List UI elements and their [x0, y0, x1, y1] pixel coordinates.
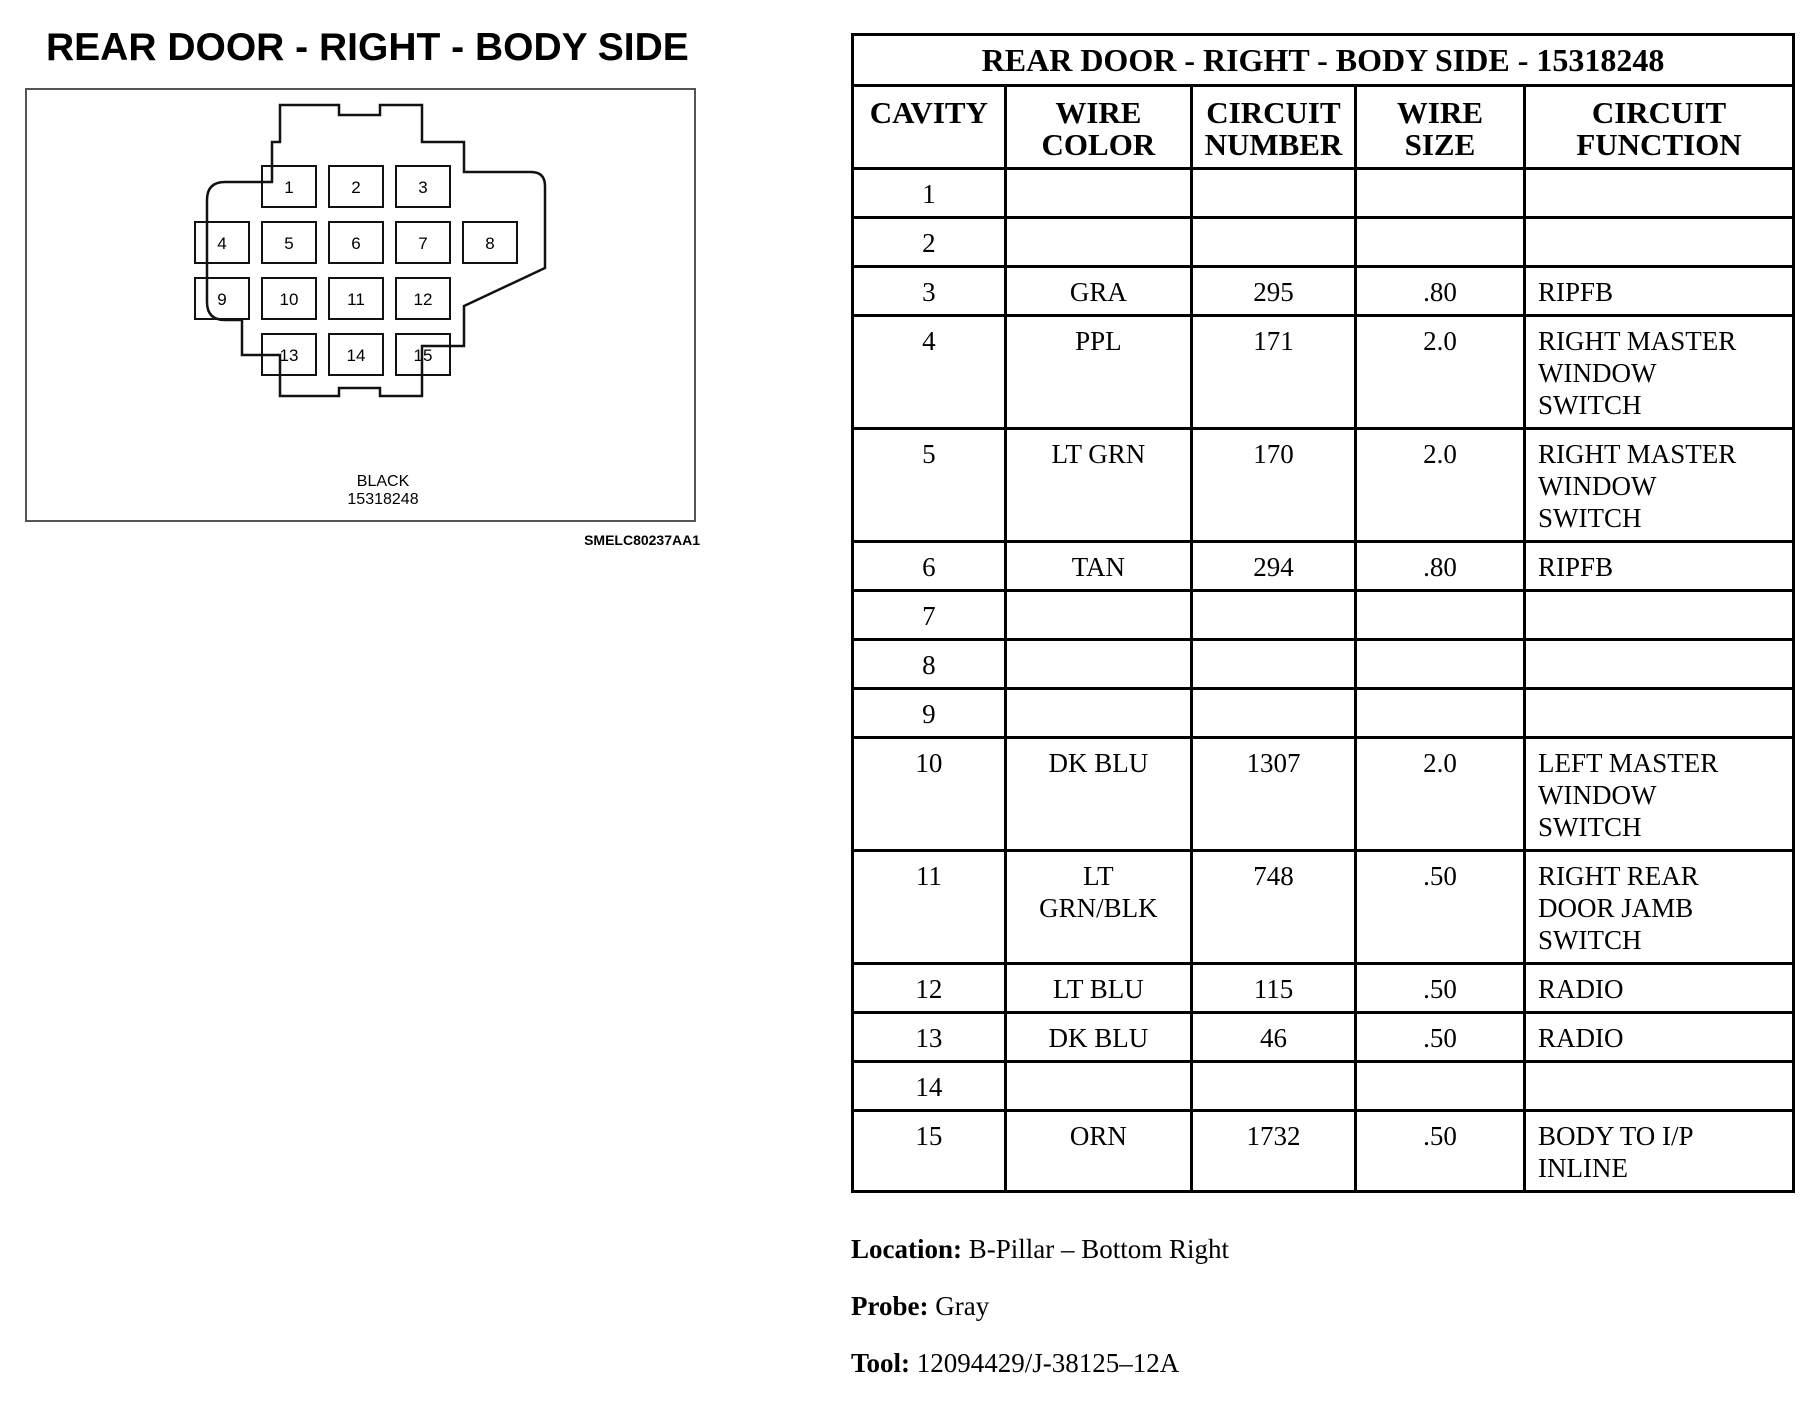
cell-color: DK BLU — [1005, 1013, 1191, 1062]
cell-color: TAN — [1005, 542, 1191, 591]
cell-circuit: 1732 — [1192, 1111, 1356, 1192]
cell-circuit — [1192, 218, 1356, 267]
cell-circuit: 115 — [1192, 964, 1356, 1013]
cell-function: LEFT MASTER WINDOW SWITCH — [1525, 738, 1794, 851]
cell-color: DK BLU — [1005, 738, 1191, 851]
cell-function: RIGHT MASTER WINDOW SWITCH — [1525, 429, 1794, 542]
cell-function: RIGHT MASTER WINDOW SWITCH — [1525, 316, 1794, 429]
cell-color: LT GRN/BLK — [1005, 851, 1191, 964]
cell-color: PPL — [1005, 316, 1191, 429]
cell-color — [1005, 640, 1191, 689]
cell-circuit: 294 — [1192, 542, 1356, 591]
table-row — [853, 169, 1794, 218]
cavity-group — [195, 166, 517, 375]
cell-size — [1355, 169, 1524, 218]
cell-size: .50 — [1355, 1013, 1524, 1062]
cavity-label: 14 — [346, 346, 366, 365]
cell-circuit — [1192, 689, 1356, 738]
tool-note — [851, 1348, 1179, 1379]
tool-value: 12094429/J-38125–12A — [916, 1348, 1180, 1378]
cell-color: LT BLU — [1005, 964, 1191, 1013]
cell-color: LT GRN — [1005, 429, 1191, 542]
cavity-label: 12 — [413, 290, 433, 309]
table-title: REAR DOOR - RIGHT - BODY SIDE - 15318248 — [853, 35, 1794, 86]
cell-circuit: 170 — [1192, 429, 1356, 542]
location-note — [851, 1234, 1229, 1265]
cell-function: RADIO — [1525, 1013, 1794, 1062]
cell-color — [1005, 169, 1191, 218]
cell-circuit — [1192, 640, 1356, 689]
cell-function — [1525, 218, 1794, 267]
cell-cavity: 9 — [853, 689, 1006, 738]
table-row — [853, 218, 1794, 267]
table-row — [853, 1111, 1794, 1192]
cell-function — [1525, 1062, 1794, 1111]
location-label: Location: — [851, 1234, 962, 1264]
cell-size: .50 — [1355, 851, 1524, 964]
pinout-table-wrap — [851, 33, 1795, 1193]
cell-circuit: 171 — [1192, 316, 1356, 429]
cell-cavity: 13 — [853, 1013, 1006, 1062]
cavity-label: 13 — [279, 346, 299, 365]
cavity-label: 10 — [279, 290, 299, 309]
cell-cavity: 14 — [853, 1062, 1006, 1111]
cavity-label: 11 — [347, 290, 365, 309]
cell-size — [1355, 689, 1524, 738]
table-row — [853, 316, 1794, 429]
pinout-table — [851, 33, 1795, 1193]
cell-circuit: 1307 — [1192, 738, 1356, 851]
cell-size: .80 — [1355, 267, 1524, 316]
cavity-label: 1 — [284, 178, 294, 197]
table-row — [853, 640, 1794, 689]
table-row — [853, 689, 1794, 738]
cell-size: 2.0 — [1355, 316, 1524, 429]
cavity-label: 8 — [485, 234, 495, 253]
cell-function — [1525, 169, 1794, 218]
table-row — [853, 964, 1794, 1013]
cavity-label: 2 — [351, 178, 361, 197]
cell-cavity: 10 — [853, 738, 1006, 851]
cell-size: 2.0 — [1355, 738, 1524, 851]
cell-size: .50 — [1355, 964, 1524, 1013]
cell-color — [1005, 218, 1191, 267]
probe-label: Probe: — [851, 1291, 929, 1321]
figure-id: SMELC80237AA1 — [584, 532, 700, 548]
table-row — [853, 429, 1794, 542]
connector-color-label: BLACK — [356, 473, 410, 490]
tool-label: Tool: — [851, 1348, 911, 1378]
cell-cavity: 8 — [853, 640, 1006, 689]
cavity-label: 4 — [217, 234, 227, 253]
cell-function: RIGHT REAR DOOR JAMB SWITCH — [1525, 851, 1794, 964]
cavity-label: 7 — [418, 234, 428, 253]
cell-cavity: 6 — [853, 542, 1006, 591]
table-row — [853, 267, 1794, 316]
cell-circuit: 46 — [1192, 1013, 1356, 1062]
cell-circuit — [1192, 1062, 1356, 1111]
cell-cavity: 3 — [853, 267, 1006, 316]
cell-cavity: 12 — [853, 964, 1006, 1013]
diagram-title: REAR DOOR - RIGHT - BODY SIDE — [46, 26, 689, 69]
cell-function — [1525, 591, 1794, 640]
cell-color — [1005, 1062, 1191, 1111]
probe-value: Gray — [935, 1291, 990, 1321]
cell-function: RADIO — [1525, 964, 1794, 1013]
cell-cavity: 15 — [853, 1111, 1006, 1192]
cell-color — [1005, 689, 1191, 738]
connector-part-label: 15318248 — [347, 491, 419, 508]
connector-outline — [27, 90, 698, 524]
cavity-label: 6 — [351, 234, 361, 253]
table-row — [853, 1013, 1794, 1062]
cell-size — [1355, 640, 1524, 689]
table-row — [853, 851, 1794, 964]
cell-function: RIPFB — [1525, 267, 1794, 316]
header-cavity: CAVITY — [853, 86, 1006, 169]
cell-cavity: 5 — [853, 429, 1006, 542]
table-row — [853, 738, 1794, 851]
table-row — [853, 1062, 1794, 1111]
table-row — [853, 591, 1794, 640]
header-circuit-number: CIRCUIT NUMBER — [1192, 86, 1356, 169]
header-wire-color: WIRE COLOR — [1005, 86, 1191, 169]
location-value: B-Pillar – Bottom Right — [968, 1234, 1230, 1264]
cell-circuit: 295 — [1192, 267, 1356, 316]
header-wire-size: WIRE SIZE — [1355, 86, 1524, 169]
cell-circuit: 748 — [1192, 851, 1356, 964]
header-circuit-function: CIRCUIT FUNCTION — [1525, 86, 1794, 169]
cell-function — [1525, 640, 1794, 689]
cell-cavity: 4 — [853, 316, 1006, 429]
cell-size — [1355, 1062, 1524, 1111]
cell-cavity: 2 — [853, 218, 1006, 267]
cavity-label: 15 — [413, 346, 433, 365]
cell-cavity: 7 — [853, 591, 1006, 640]
cell-function: RIPFB — [1525, 542, 1794, 591]
table-header-row — [853, 86, 1794, 169]
table-body — [853, 169, 1794, 1192]
cell-size: .80 — [1355, 542, 1524, 591]
cavity-label: 9 — [217, 290, 227, 309]
cell-size — [1355, 591, 1524, 640]
table-row — [853, 542, 1794, 591]
cell-color — [1005, 591, 1191, 640]
cavity-label: 5 — [284, 234, 294, 253]
cell-circuit — [1192, 169, 1356, 218]
cell-size — [1355, 218, 1524, 267]
probe-note — [851, 1291, 989, 1322]
cell-size: .50 — [1355, 1111, 1524, 1192]
cell-color: GRA — [1005, 267, 1191, 316]
cell-function: BODY TO I/P INLINE — [1525, 1111, 1794, 1192]
cell-cavity: 11 — [853, 851, 1006, 964]
cell-circuit — [1192, 591, 1356, 640]
cavity-label: 3 — [418, 178, 428, 197]
cell-size: 2.0 — [1355, 429, 1524, 542]
cell-cavity: 1 — [853, 169, 1006, 218]
connector-diagram — [25, 88, 696, 522]
cell-color: ORN — [1005, 1111, 1191, 1192]
cell-function — [1525, 689, 1794, 738]
